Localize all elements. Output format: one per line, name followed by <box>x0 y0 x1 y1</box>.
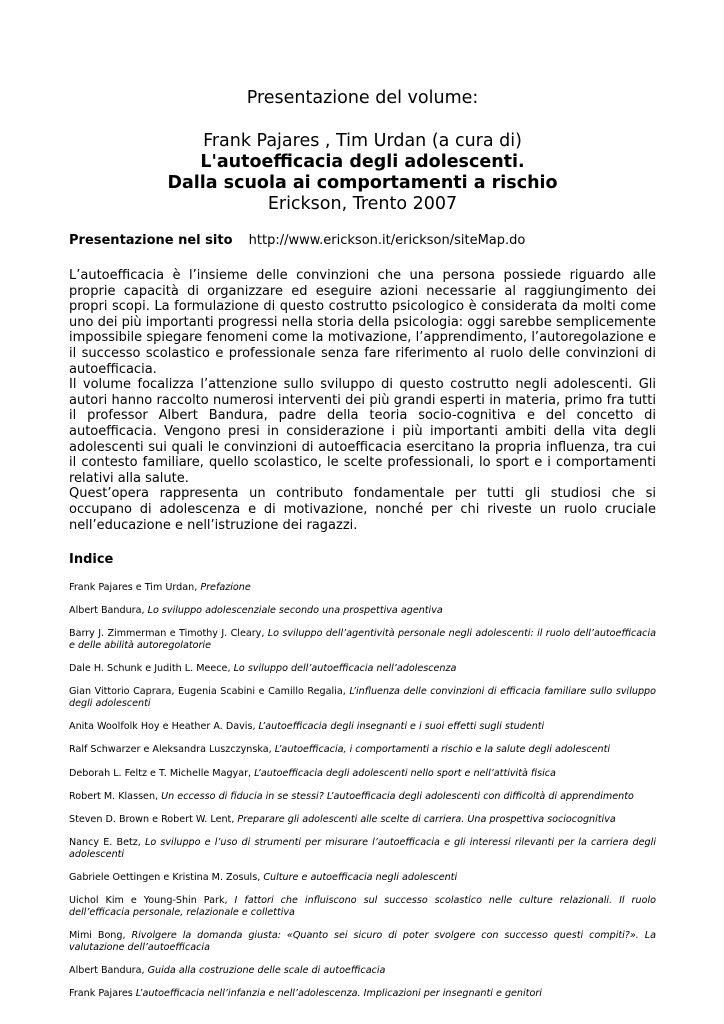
index-item-title: L’autoefficacia degli adolescenti nello sport e nell’attività fisica <box>254 767 556 779</box>
index-item-title: Culture e autoefficacia negli adolescenti <box>263 871 458 883</box>
site-url: http://www.erickson.it/erickson/siteMap.do <box>248 233 526 248</box>
index-item-authors: Anita Woolfolk Hoy e Heather A. Davis, <box>69 721 259 733</box>
index-item-authors: Barry J. Zimmerman e Timothy J. Cleary, <box>69 628 268 640</box>
index-item-authors: Nancy E. Betz, <box>69 837 145 849</box>
index-item-authors: Deborah L. Feltz e T. Michelle Magyar, <box>69 767 255 779</box>
index-item <box>69 814 656 826</box>
index-item <box>69 686 656 709</box>
paragraph: Il volume focalizza l’attenzione sullo sviluppo di questo costrutto negli adolescenti. Gli autori hanno raccolto numerosi interventi dei più grandi esperti in materia, primo fra tutti il professor Albert Bandura, padre della teoria socio-cognitiva e del concetto di autoefficacia. Vengono presi in considerazione i più importanti ambiti della vita degli adolescenti sui quali le convinzioni di autoefficacia esercitano la propria influenza, tra cui il contesto familiare, quello scolastico, le scelte professionali, lo sport e i comportamenti relativi alla salute. <box>69 377 656 486</box>
index-item <box>69 663 656 675</box>
document-page <box>69 88 656 1011</box>
index-item-title: Lo sviluppo adolescenziale secondo una prospettiva agentiva <box>147 605 443 617</box>
index-heading: Indice <box>69 552 114 568</box>
index-item-title: Preparare gli adolescenti alle scelte di carriera. Una prospettiva sociocognitiva <box>237 813 616 825</box>
index-item-title: Lo sviluppo dell’autoefficacia nell’adolescenza <box>233 663 457 675</box>
description-body <box>69 268 656 533</box>
index-item <box>69 895 656 918</box>
publisher-line: Erickson, Trento 2007 <box>267 194 458 214</box>
index-item-authors: Albert Bandura, <box>69 605 148 617</box>
paragraph: L’autoefficacia è l’insieme delle convinzioni che una persona possiede riguardo alle proprie capacità di organizzare ed eseguire azioni necessarie al raggiungimento dei propri scopi. La formulazione di questo costrutto psicologico è considerata da molti come uno dei più importanti progressi nella storia della psicologia: oggi sarebbe semplicemente impossibile spiegare fenomeni come la motivazione, l’apprendimento, l’autoregolazione e il successo scolastico e professionale senza fare riferimento al ruolo delle convinzioni di autoefficacia. <box>69 268 656 377</box>
index-item <box>69 582 656 594</box>
index-item-authors: Robert M. Klassen, <box>69 790 162 802</box>
index-item-authors: Uichol Kim e Young-Shin Park, <box>69 895 235 907</box>
index-item <box>69 628 656 651</box>
index-item-title: Un eccesso di fiducia in se stessi? L’autoefficacia degli adolescenti con difficoltà di apprendimento <box>161 790 634 802</box>
index-item <box>69 791 656 803</box>
index-item <box>69 988 656 1000</box>
index-item <box>69 837 656 860</box>
index-item-title: L’autoefficacia nell’infanzia e nell’adolescenza. Implicazioni per insegnanti e genitori <box>135 987 542 999</box>
index-item <box>69 965 656 977</box>
index-item <box>69 930 656 953</box>
index-item <box>69 768 656 780</box>
site-label: Presentazione nel sito <box>69 233 233 248</box>
index-item-authors: Albert Bandura, <box>69 964 148 976</box>
index-item-title: Rivolgere la domanda giusta: «Quanto sei sicuro di poter svolgere con successo questi compiti?». La valutazione dell’autoefficacia <box>69 929 656 953</box>
index-item-title: Lo sviluppo e l’uso di strumenti per misurare l’autoefficacia e gli interessi rilevanti per la carriera degli adolescenti <box>69 837 656 860</box>
index-item-authors: Mimi Bong, <box>69 929 132 941</box>
index-item-title: Lo sviluppo dell’agentività personale negli adolescenti: il ruolo dell’autoefficacia e delle abilità autoregolatorie <box>69 628 657 652</box>
index-item-authors: Ralf Schwarzer e Aleksandra Luszczynska, <box>69 744 275 756</box>
index-item <box>69 721 656 733</box>
index-item-authors: Dale H. Schunk e Judith L. Meece, <box>69 663 234 675</box>
index-item-authors: Gabriele Oettingen e Kristina M. Zosuls, <box>69 871 264 883</box>
index-item <box>69 744 656 756</box>
index-item-authors: Frank Pajares e Tim Urdan, <box>69 582 201 594</box>
site-reference <box>69 233 656 249</box>
index-item-authors: Gian Vittorio Caprara, Eugenia Scabini e Camillo Regalia, <box>69 686 350 698</box>
index-item-authors: Frank Pajares <box>69 987 136 999</box>
index-item-title: L’autoefficacia, i comportamenti a rischio e la salute degli adolescenti <box>274 744 611 756</box>
index-item-title: Prefazione <box>200 582 251 594</box>
editors-line: Frank Pajares , Tim Urdan (a cura di) <box>203 131 522 151</box>
index-item-title: I fattori che influiscono sul successo scolastico nelle culture relazionali. Il ruolo dell’efficacia personale, relazionale e collettiva <box>69 895 656 918</box>
book-title-line-2: Dalla scuola ai comportamenti a rischio <box>167 173 558 193</box>
document-header <box>69 88 656 215</box>
index-item <box>69 605 656 617</box>
index-item-title: L’autoefficacia degli insegnanti e i suoi effetti sugli studenti <box>258 721 545 733</box>
index-item-title: Guida alla costruzione delle scale di autoefficacia <box>147 964 386 976</box>
book-title-line-1: L'autoefficacia degli adolescenti. <box>200 152 525 172</box>
paragraph: Quest’opera rappresenta un contributo fondamentale per tutti gli studiosi che si occupano di adolescenza e di motivazione, nonché per chi riveste un ruolo cruciale nell’educazione e nell’istruzione dei ragazzi. <box>69 486 656 533</box>
index-item-title: L’influenza delle convinzioni di efficacia familiare sullo sviluppo degli adolescenti <box>69 686 656 710</box>
index-item <box>69 872 656 884</box>
index-item-authors: Steven D. Brown e Robert W. Lent, <box>69 813 238 825</box>
presentation-subtitle: Presentazione del volume: <box>246 88 479 108</box>
index-list <box>69 582 656 999</box>
